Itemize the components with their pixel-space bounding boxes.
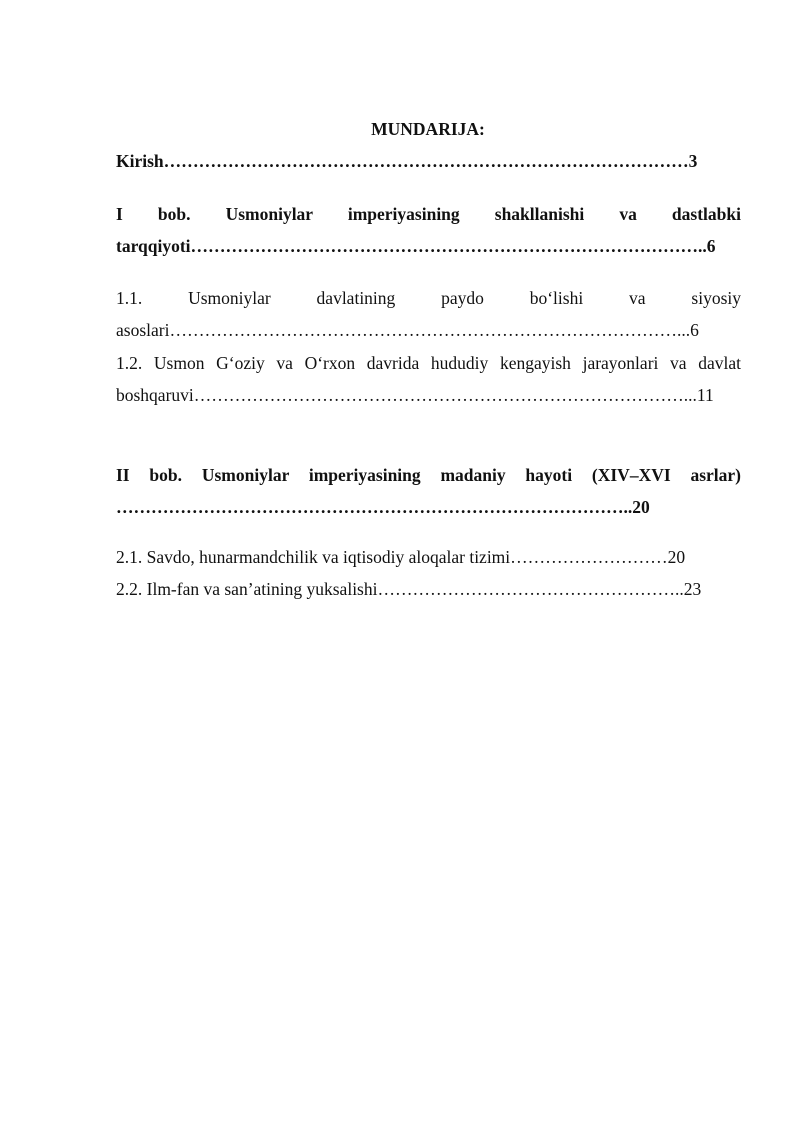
toc-entry-section-1-1-line-2: asoslari……………………………………………………………………………...6 (116, 320, 699, 340)
toc-entry-section-1-1-line-1: 1.1. Usmoniylar davlatining paydo bo‘lishi va siyosiy (116, 288, 741, 308)
toc-entry-chapter-2-line-1: II bob. Usmoniylar imperiyasining madaniy hayoti (XIV–XVI asrlar) (116, 465, 741, 485)
toc-entry-chapter-1-line-2: tarqqiyoti……………………………………………………………………………..6 (116, 236, 716, 256)
toc-entry-kirish: Kirish………………………………………………………………………………3 (116, 151, 698, 171)
toc-entry-section-1-2-line-1: 1.2. Usmon G‘oziy va O‘rxon davrida hududiy kengayish jarayonlari va davlat (116, 353, 741, 373)
toc-entry-section-2-2: 2.2. Ilm-fan va san’atining yuksalishi……………………………………………..23 (116, 579, 702, 599)
toc-entry-chapter-2-line-2: ……………………………………………………………………………..20 (116, 497, 650, 517)
toc-entry-section-2-1: 2.1. Savdo, hunarmandchilik va iqtisodiy aloqalar tizimi………………………20 (116, 547, 686, 567)
toc-entry-section-1-2-line-2: boshqaruvi…………………………………………………………………………...11 (116, 385, 714, 405)
toc-title: MUNDARIJA: (371, 119, 485, 139)
toc-entry-chapter-1-line-1: I bob. Usmoniylar imperiyasining shakllanishi va dastlabki (116, 204, 741, 224)
